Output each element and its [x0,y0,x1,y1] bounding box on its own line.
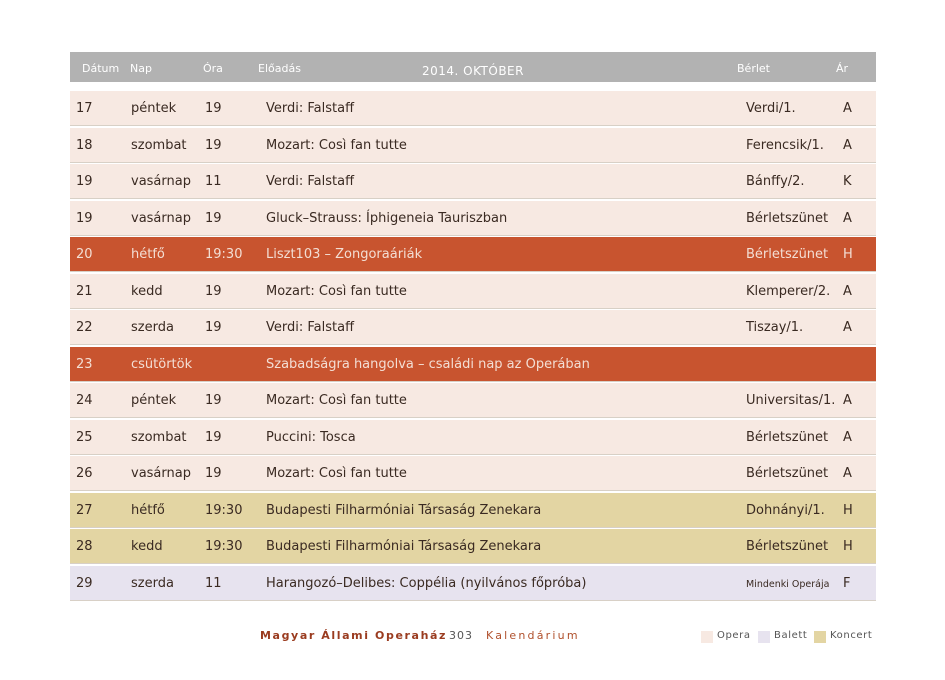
row-time: 11 [205,174,222,189]
row-time: 11 [205,575,222,591]
table-header [70,52,876,82]
row-time: 19 [205,466,222,481]
row-date: 21 [76,283,93,299]
row-subscription: Universitas/1. [746,393,836,408]
header-day: Nap [130,62,152,75]
row-subscription: Ferencsik/1. [746,137,824,153]
legend-label-opera: Opera [717,630,751,641]
row-day: hétfő [131,502,165,518]
row-title: Budapesti Filharmóniai Társaság Zenekara [266,502,542,518]
row-title: Mozart: Così fan tutte [266,393,407,408]
page-number: 303 [449,629,473,642]
table-row [70,237,876,272]
header-price: Ár [836,62,849,75]
row-subscription: Bérletszünet [746,429,829,445]
header-month: 2014. OKTÓBER [422,64,524,78]
table-row [70,456,876,491]
legend-label-concert: Koncert [830,630,873,641]
row-date: 17 [76,101,93,116]
legend-label-ballet: Balett [774,630,808,641]
row-time: 19:30 [205,247,243,262]
row-title: Verdi: Falstaff [266,101,355,116]
row-title: Harangozó–Delibes: Coppélia (nyilvános főpróba) [266,575,587,591]
table-row [70,420,876,455]
row-date: 23 [76,356,93,372]
header-performance: Előadás [258,62,301,75]
row-subscription: Mindenki Operája [746,578,830,590]
row-day: péntek [131,393,177,408]
row-subscription: Bérletszünet [746,466,829,481]
table-row [70,529,876,564]
row-price: A [843,137,852,153]
table-row [70,201,876,236]
header-date: Dátum [82,62,120,75]
table-row [70,310,876,345]
footer [0,629,945,649]
row-time: 19 [205,101,222,116]
row-day: kedd [131,283,163,299]
row-day: szerda [131,575,174,591]
table-row [70,91,876,126]
row-day: vasárnap [131,466,191,481]
row-time: 19 [205,429,222,445]
row-day: kedd [131,539,163,554]
row-date: 20 [76,247,93,262]
row-title: Budapesti Filharmóniai Társaság Zenekara [266,539,542,554]
row-title: Puccini: Tosca [266,429,356,445]
row-price: A [843,283,852,299]
row-price: F [843,575,851,591]
row-title: Mozart: Così fan tutte [266,466,407,481]
row-time: 19 [205,393,222,408]
row-date: 19 [76,210,93,226]
row-day: vasárnap [131,174,191,189]
row-subscription: Tiszay/1. [746,320,804,335]
table-row [70,128,876,163]
row-price: A [843,429,852,445]
legend-swatch-opera [701,631,713,643]
row-time: 19 [205,283,222,299]
row-date: 29 [76,575,93,591]
row-subscription: Verdi/1. [746,101,796,116]
row-date: 22 [76,320,93,335]
row-price: H [843,247,853,262]
row-subscription: Bérletszünet [746,539,829,554]
row-title: Verdi: Falstaff [266,320,355,335]
row-title: Gluck–Strauss: Íphigeneia Tauriszban [266,210,508,226]
row-title: Liszt103 – Zongoraáriák [266,247,423,262]
row-subscription: Bánffy/2. [746,174,805,189]
row-day: vasárnap [131,210,191,226]
footer-section: Kalendárium [486,629,580,642]
row-date: 28 [76,539,93,554]
row-price: A [843,210,852,226]
legend-swatch-concert [814,631,826,643]
row-title: Verdi: Falstaff [266,174,355,189]
row-subscription: Dohnányi/1. [746,502,825,518]
row-date: 25 [76,429,93,445]
row-time: 19 [205,210,222,226]
header-time: Óra [203,62,223,75]
table-row [70,383,876,418]
row-day: csütörtök [131,356,193,372]
header-subscription: Bérlet [737,62,770,75]
table-row [70,164,876,199]
row-day: hétfő [131,247,165,262]
row-subscription: Klemperer/2. [746,283,831,299]
row-date: 27 [76,502,93,518]
row-date: 19 [76,174,93,189]
row-time: 19 [205,137,222,153]
footer-house: Magyar Állami Operaház [260,629,448,642]
row-day: péntek [131,101,177,116]
row-subscription: Bérletszünet [746,210,829,226]
legend-swatch-ballet [758,631,770,643]
row-price: A [843,320,852,335]
row-date: 24 [76,393,93,408]
table-row [70,274,876,309]
row-time: 19:30 [205,502,243,518]
row-subscription: Bérletszünet [746,247,829,262]
row-date: 26 [76,466,93,481]
row-title: Mozart: Così fan tutte [266,283,407,299]
row-day: szombat [131,137,187,153]
table-row [70,347,876,382]
row-price: A [843,466,852,481]
row-title: Mozart: Così fan tutte [266,137,407,153]
row-title: Szabadságra hangolva – családi nap az Operában [266,356,590,372]
row-price: K [843,174,852,189]
row-price: A [843,393,852,408]
row-price: H [843,539,853,554]
schedule-table [70,91,876,602]
row-time: 19 [205,320,222,335]
row-price: H [843,502,853,518]
row-time: 19:30 [205,539,243,554]
table-row [70,493,876,528]
table-row [70,566,876,601]
row-day: szombat [131,429,187,445]
row-day: szerda [131,320,174,335]
row-date: 18 [76,137,93,153]
row-price: A [843,101,852,116]
